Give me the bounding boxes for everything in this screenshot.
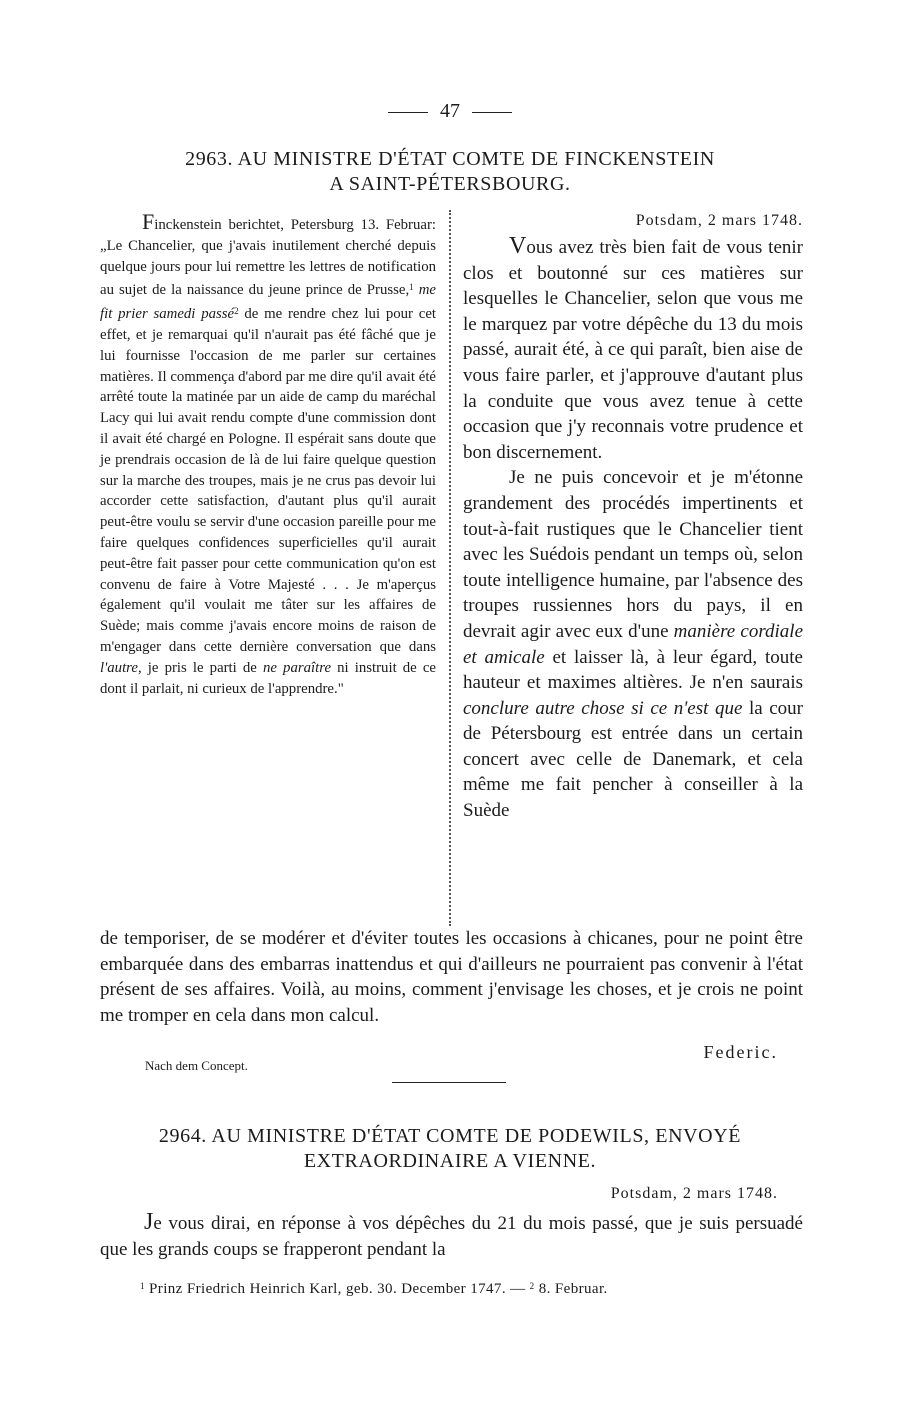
summary-text-b: me fit prier samedi passé (100, 282, 436, 323)
footnote-1-mark: 1 (140, 1281, 145, 1291)
footnote-2-text: 8. Februar. (534, 1281, 608, 1297)
paragraph-2-text-b: et laisser là, à leur égard, toute hauteur et maximes altières. Je n'en saurais (463, 646, 803, 694)
letter-2963-heading-line2: A SAINT-PÉTERSBOURG. (329, 173, 571, 195)
letter-2964-dateline: Potsdam, 2 mars 1748. (610, 1185, 778, 1202)
footnote-ref-1: 1 (409, 282, 414, 293)
letter-2964-body (100, 1210, 803, 1262)
letter-2964-text: e vous dirai, en réponse à vos dépêches du 21 du mois passé, que je suis persuadé que les grands coups se frapperont pendant la (100, 1213, 803, 1260)
signature: Federic. (703, 1042, 778, 1062)
paragraph-2-text-a: Je ne puis concevoir et je m'étonne grandement des procédés impertinents et tout-à-fait rustiques que le Chancelier tient avec les Suédois pendant un temps où, selon toute intelligence humaine, par l'absence des troupes russiennes hors du pays, il en devrait agir avec eux d'une (463, 467, 803, 642)
summary-italic-2: ne paraître (262, 659, 332, 676)
paragraph-2-continuation: de temporiser, de se modérer et d'éviter toutes les occasions à chicanes, pour ne point être embarquée dans des embarras inattendus et qui d'ailleurs ne pourraient pas convenir à l'état présent de ses affaires. Voilà, au moins, comment j'envisage les choses, et je crois ne point me tromper en cela dans mon calcul. (100, 928, 803, 1026)
letter-2963-body (463, 210, 803, 824)
page-number-dash-right (472, 112, 512, 113)
paragraph-2-text-c: la cour de Pétersbourg est entrée dans un certain concert avec celle de Danemark, et cela même me fait pencher à conseiller à la Suède (463, 697, 803, 822)
page-number (0, 100, 900, 123)
paragraph-2-italic-1: manière cordiale et amicale (463, 620, 803, 668)
paragraph-2-italic-2: conclure autre chose si ce n'est que (463, 697, 743, 719)
summary-text-c: de me rendre chez lui pour cet effet, et je remarquai qu'il n'aurait pas été fâché que je lui fournisse l'occasion de me parler sur certaines matières. Il commença d'abord par me dire qu'il avait été arrêté toute la matinée par un aide de camp du maréchal Lacy qui lui avait rendu compte d'une commission dont il avait été chargé en Pologne. Il espérait sans doute que je prendrais occasion de là de lui faire quelque question sur la marche des troupes, mais je ne crus pas devoir lui accorder cette satisfaction, d'autant plus qu'il aurait peut-être voulu se servir d'une occasion pareille pour me faire quelques confidences superficielles qu'il aurait peut-être fait passer pour cette communication qu'on est convenu de faire à Votre Majesté . . . Je m'aperçus également qu'il voulait me tâter sur les affaires de Suède; mais comme j'avais encore moins de raison de m'engager dans cette dernière conversation que dans (100, 306, 436, 655)
footnotes (140, 1281, 780, 1298)
letter-2963-heading-line1: 2963. AU MINISTRE D'ÉTAT COMTE DE FINCKENSTEIN (185, 148, 715, 170)
letter-2963-dateline: Potsdam, 2 mars 1748. (635, 212, 803, 229)
paragraph-1-initial: V (509, 233, 527, 259)
section-rule (392, 1082, 506, 1083)
letter-2963-heading (100, 147, 800, 197)
page-number-dash-left (388, 112, 428, 113)
letter-2964-initial: J (144, 1209, 154, 1235)
paragraph-1-text: ous avez très bien fait de vous tenir clos et boutonné sur ces matières sur lesquelles le Chancelier, selon que vous me le marquez par votre dépêche du 13 du mois passé, aurait été, à ce qui paraît, bien aise de vous faire parler, et j'approuve d'autant plus la conduite que vous avez tenue à cette occasion que j'y reconnais votre prudence et bon discernement. (463, 237, 803, 463)
letter-2963-summary (100, 209, 436, 699)
summary-text-d: , je pris le parti de (137, 659, 263, 676)
footnote-2-mark: 2 (529, 1281, 535, 1291)
letter-2964-heading-line2: EXTRAORDINAIRE A VIENNE. (303, 1150, 597, 1172)
column-divider (449, 210, 451, 926)
source-note: Nach dem Concept. (145, 1058, 248, 1073)
letter-2964-heading (100, 1124, 800, 1174)
letter-2963-continuation (100, 926, 803, 1028)
summary-text-a: inckenstein berichtet, Petersburg 13. Februar: „Le Chancelier, que j'avais inutilement cherché depuis quelque jours pour lui remettre les lettres de notification au sujet de la naissance du jeune prince de Prusse, (100, 217, 436, 299)
footnote-ref-2: 2 (234, 306, 239, 317)
letter-2963-paragraph-2 (463, 465, 803, 823)
summary-paragraph (100, 209, 436, 699)
page-number-text: 47 (440, 100, 460, 122)
footnote-1-text: Prinz Friedrich Heinrich Karl, geb. 30. December 1747. — (144, 1281, 530, 1297)
summary-italic-1: l'autre (100, 659, 138, 676)
letter-2963-paragraph-1 (463, 234, 803, 465)
summary-text-e: ni instruit de ce dont il parlait, ni curieux de l'apprendre." (100, 659, 436, 697)
letter-2964-heading-line1: 2964. AU MINISTRE D'ÉTAT COMTE DE PODEWILS, ENVOYÉ (158, 1125, 742, 1147)
summary-initial: F (142, 209, 155, 234)
letter-2964-paragraph (100, 1210, 803, 1262)
